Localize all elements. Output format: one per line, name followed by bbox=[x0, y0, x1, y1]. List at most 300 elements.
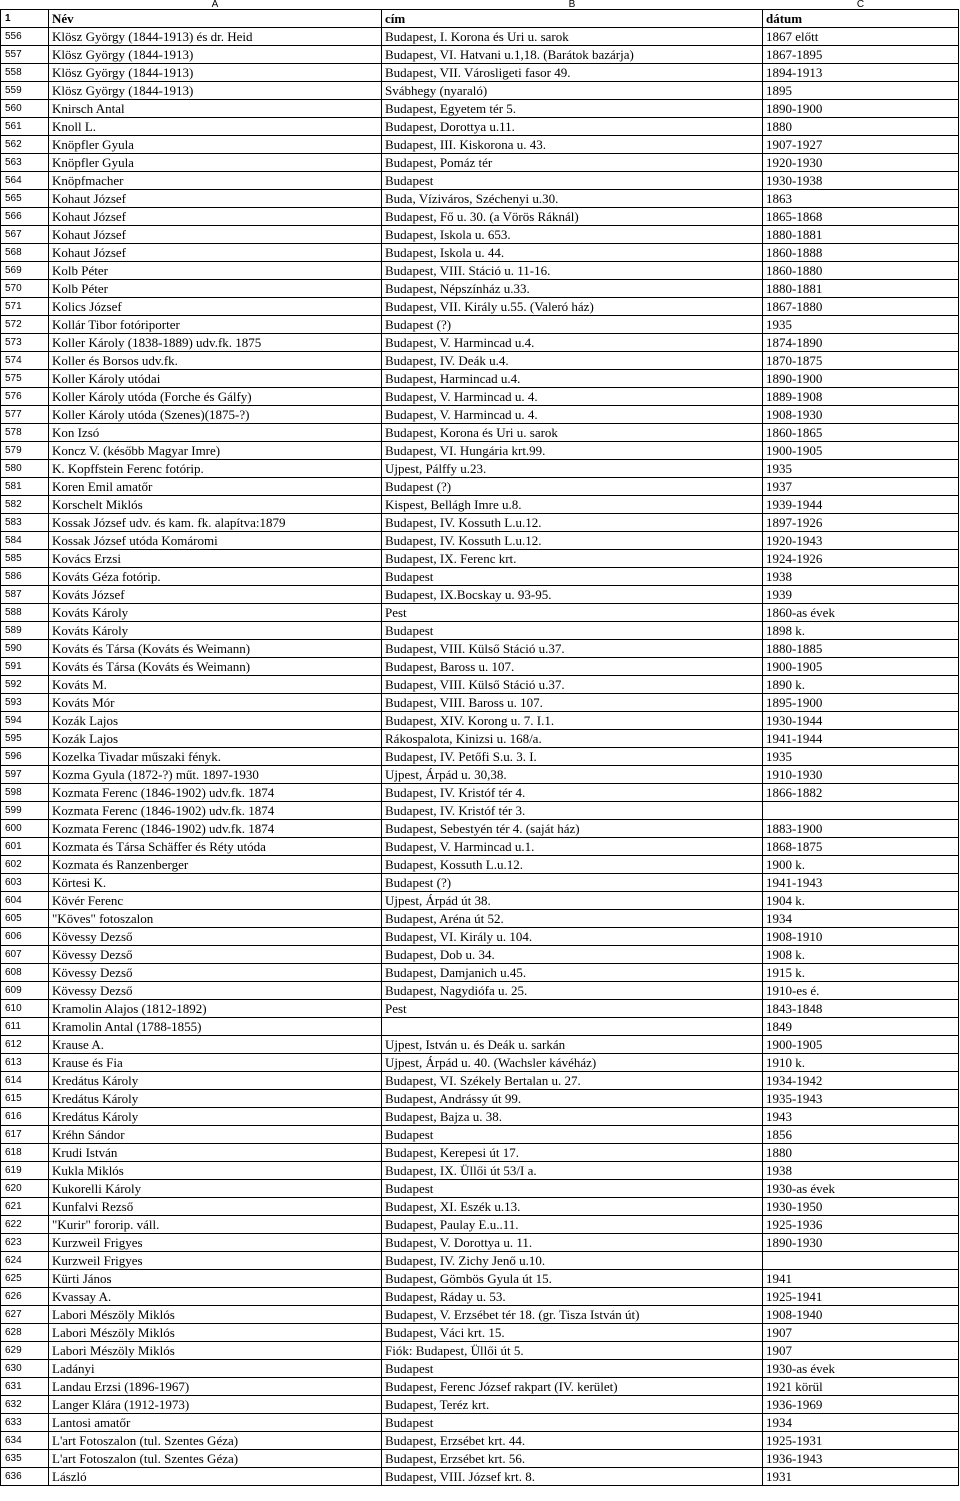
cell-name[interactable]: Kozmata és Társa Schäffer és Réty utóda bbox=[49, 838, 382, 856]
cell-name[interactable]: Knöpfler Gyula bbox=[49, 154, 382, 172]
cell-date[interactable]: 1935-1943 bbox=[763, 1090, 959, 1108]
cell-date[interactable]: 1900-1905 bbox=[763, 442, 959, 460]
row-number[interactable]: 610 bbox=[1, 1000, 49, 1018]
cell-name[interactable]: Labori Mészöly Miklós bbox=[49, 1342, 382, 1360]
row-number[interactable]: 620 bbox=[1, 1180, 49, 1198]
cell-address[interactable]: Budapest, IV. Kossuth L.u.12. bbox=[382, 514, 763, 532]
cell-date[interactable]: 1934-1942 bbox=[763, 1072, 959, 1090]
cell-address[interactable]: Budapest, Kerepesi út 17. bbox=[382, 1144, 763, 1162]
cell-name[interactable]: Kolb Péter bbox=[49, 280, 382, 298]
cell-address[interactable]: Budapest, VIII. Baross u. 107. bbox=[382, 694, 763, 712]
cell-date[interactable]: 1900-1905 bbox=[763, 658, 959, 676]
cell-address[interactable]: Budapest, IX. Ferenc krt. bbox=[382, 550, 763, 568]
cell-address[interactable]: Budapest, Kossuth L.u.12. bbox=[382, 856, 763, 874]
cell-address[interactable]: Budapest, V. Harmincad u.4. bbox=[382, 334, 763, 352]
row-number[interactable]: 587 bbox=[1, 586, 49, 604]
cell-address[interactable]: Budapest, Sebestyén tér 4. (saját ház) bbox=[382, 820, 763, 838]
cell-name[interactable]: Kozák Lajos bbox=[49, 730, 382, 748]
cell-date[interactable]: 1890-1900 bbox=[763, 100, 959, 118]
row-number[interactable]: 577 bbox=[1, 406, 49, 424]
cell-date[interactable]: 1930-as évek bbox=[763, 1360, 959, 1378]
row-number[interactable]: 629 bbox=[1, 1342, 49, 1360]
header-address[interactable]: cím bbox=[382, 10, 763, 28]
cell-name[interactable]: Kozmata Ferenc (1846-1902) udv.fk. 1874 bbox=[49, 820, 382, 838]
cell-address[interactable]: Budapest bbox=[382, 568, 763, 586]
row-number[interactable]: 608 bbox=[1, 964, 49, 982]
row-number[interactable]: 623 bbox=[1, 1234, 49, 1252]
cell-name[interactable]: Kövessy Dezső bbox=[49, 982, 382, 1000]
cell-name[interactable]: Kováts József bbox=[49, 586, 382, 604]
cell-name[interactable]: Kozmata és Ranzenberger bbox=[49, 856, 382, 874]
row-number[interactable]: 600 bbox=[1, 820, 49, 838]
cell-address[interactable]: Budapest, V. Harmincad u.1. bbox=[382, 838, 763, 856]
cell-address[interactable]: Budapest, Egyetem tér 5. bbox=[382, 100, 763, 118]
cell-date[interactable] bbox=[763, 1252, 959, 1270]
cell-address[interactable]: Budapest (?) bbox=[382, 316, 763, 334]
cell-date[interactable]: 1937 bbox=[763, 478, 959, 496]
cell-name[interactable]: Kohaut József bbox=[49, 244, 382, 262]
cell-address[interactable]: Budapest, VI. Hatvani u.1,18. (Barátok bazárja) bbox=[382, 46, 763, 64]
cell-name[interactable]: Kováts és Társa (Kováts és Weimann) bbox=[49, 640, 382, 658]
cell-date[interactable]: 1890 k. bbox=[763, 676, 959, 694]
cell-date[interactable]: 1939 bbox=[763, 586, 959, 604]
cell-date[interactable]: 1867 előtt bbox=[763, 28, 959, 46]
row-number[interactable]: 581 bbox=[1, 478, 49, 496]
cell-date[interactable]: 1843-1848 bbox=[763, 1000, 959, 1018]
cell-date[interactable]: 1915 k. bbox=[763, 964, 959, 982]
row-number[interactable]: 615 bbox=[1, 1090, 49, 1108]
cell-name[interactable]: Kozma Gyula (1872-?) műt. 1897-1930 bbox=[49, 766, 382, 784]
cell-date[interactable]: 1939-1944 bbox=[763, 496, 959, 514]
cell-name[interactable]: L'art Fotoszalon (tul. Szentes Géza) bbox=[49, 1432, 382, 1450]
column-letter-b[interactable]: B bbox=[382, 0, 763, 10]
cell-address[interactable]: Budapest, Bajza u. 38. bbox=[382, 1108, 763, 1126]
cell-date[interactable]: 1907 bbox=[763, 1342, 959, 1360]
cell-date[interactable]: 1860-as évek bbox=[763, 604, 959, 622]
cell-address[interactable]: Budapest, Fő u. 30. (a Vörös Ráknál) bbox=[382, 208, 763, 226]
row-number[interactable]: 602 bbox=[1, 856, 49, 874]
cell-date[interactable]: 1856 bbox=[763, 1126, 959, 1144]
row-number[interactable]: 556 bbox=[1, 28, 49, 46]
cell-date[interactable]: 1930-1944 bbox=[763, 712, 959, 730]
cell-date[interactable]: 1880 bbox=[763, 1144, 959, 1162]
row-number[interactable]: 573 bbox=[1, 334, 49, 352]
row-number[interactable]: 564 bbox=[1, 172, 49, 190]
cell-name[interactable]: Kréhn Sándor bbox=[49, 1126, 382, 1144]
cell-date[interactable]: 1934 bbox=[763, 1414, 959, 1432]
cell-name[interactable]: Kováts Károly bbox=[49, 604, 382, 622]
cell-date[interactable]: 1880-1881 bbox=[763, 280, 959, 298]
cell-address[interactable]: Budapest, Váci krt. 15. bbox=[382, 1324, 763, 1342]
cell-address[interactable] bbox=[382, 1018, 763, 1036]
cell-address[interactable]: Budapest, Iskola u. 653. bbox=[382, 226, 763, 244]
cell-date[interactable]: 1936-1943 bbox=[763, 1450, 959, 1468]
column-letter-c[interactable]: C bbox=[763, 0, 959, 10]
cell-name[interactable]: Kossak József utóda Komáromi bbox=[49, 532, 382, 550]
cell-address[interactable]: Budapest, Baross u. 107. bbox=[382, 658, 763, 676]
cell-address[interactable]: Budapest, VIII. József krt. 8. bbox=[382, 1468, 763, 1486]
row-number[interactable]: 570 bbox=[1, 280, 49, 298]
cell-date[interactable]: 1943 bbox=[763, 1108, 959, 1126]
cell-address[interactable]: Budapest, V. Harmincad u. 4. bbox=[382, 406, 763, 424]
cell-date[interactable]: 1898 k. bbox=[763, 622, 959, 640]
cell-date[interactable] bbox=[763, 802, 959, 820]
cell-address[interactable]: Budapest, VII. Városligeti fasor 49. bbox=[382, 64, 763, 82]
cell-name[interactable]: Knirsch Antal bbox=[49, 100, 382, 118]
row-number[interactable]: 568 bbox=[1, 244, 49, 262]
row-number[interactable]: 592 bbox=[1, 676, 49, 694]
row-number[interactable]: 622 bbox=[1, 1216, 49, 1234]
cell-address[interactable]: Ujpest, Pálffy u.23. bbox=[382, 460, 763, 478]
cell-date[interactable]: 1863 bbox=[763, 190, 959, 208]
cell-address[interactable]: Budapest bbox=[382, 1180, 763, 1198]
cell-name[interactable]: Kramolin Alajos (1812-1892) bbox=[49, 1000, 382, 1018]
cell-address[interactable]: Budapest, Harmincad u.4. bbox=[382, 370, 763, 388]
row-number[interactable]: 580 bbox=[1, 460, 49, 478]
cell-name[interactable]: Kozelka Tivadar műszaki fényk. bbox=[49, 748, 382, 766]
cell-address[interactable]: Budapest, III. Kiskorona u. 43. bbox=[382, 136, 763, 154]
row-number[interactable]: 576 bbox=[1, 388, 49, 406]
cell-name[interactable]: "Köves" fotoszalon bbox=[49, 910, 382, 928]
cell-name[interactable]: Krause A. bbox=[49, 1036, 382, 1054]
cell-date[interactable]: 1904 k. bbox=[763, 892, 959, 910]
row-number[interactable]: 595 bbox=[1, 730, 49, 748]
cell-address[interactable]: Fiók: Budapest, Üllői út 5. bbox=[382, 1342, 763, 1360]
cell-name[interactable]: Koller Károly utódai bbox=[49, 370, 382, 388]
column-letter-a[interactable]: A bbox=[49, 0, 382, 10]
cell-name[interactable]: Krause és Fia bbox=[49, 1054, 382, 1072]
row-number[interactable]: 575 bbox=[1, 370, 49, 388]
cell-address[interactable]: Budapest, Ráday u. 53. bbox=[382, 1288, 763, 1306]
cell-name[interactable]: Koller és Borsos udv.fk. bbox=[49, 352, 382, 370]
cell-address[interactable]: Budapest, XIV. Korong u. 7. I.1. bbox=[382, 712, 763, 730]
cell-name[interactable]: Kolics József bbox=[49, 298, 382, 316]
cell-date[interactable]: 1866-1882 bbox=[763, 784, 959, 802]
cell-date[interactable]: 1934 bbox=[763, 910, 959, 928]
cell-date[interactable]: 1867-1895 bbox=[763, 46, 959, 64]
cell-name[interactable]: Koller Károly utóda (Forche és Gálfy) bbox=[49, 388, 382, 406]
row-number[interactable]: 616 bbox=[1, 1108, 49, 1126]
cell-name[interactable]: Kürti János bbox=[49, 1270, 382, 1288]
cell-date[interactable]: 1890-1930 bbox=[763, 1234, 959, 1252]
row-number[interactable]: 557 bbox=[1, 46, 49, 64]
cell-name[interactable]: Kollár Tibor fotóriporter bbox=[49, 316, 382, 334]
cell-date[interactable]: 1910-1930 bbox=[763, 766, 959, 784]
row-number[interactable]: 632 bbox=[1, 1396, 49, 1414]
cell-address[interactable]: Budapest, VI. Hungária krt.99. bbox=[382, 442, 763, 460]
row-number[interactable]: 562 bbox=[1, 136, 49, 154]
cell-date[interactable]: 1920-1943 bbox=[763, 532, 959, 550]
row-number[interactable]: 565 bbox=[1, 190, 49, 208]
row-number[interactable]: 619 bbox=[1, 1162, 49, 1180]
cell-name[interactable]: Kövessy Dezső bbox=[49, 964, 382, 982]
cell-name[interactable]: Knöpfmacher bbox=[49, 172, 382, 190]
cell-address[interactable]: Budapest, IV. Zichy Jenő u.10. bbox=[382, 1252, 763, 1270]
cell-name[interactable]: Labori Mészöly Miklós bbox=[49, 1324, 382, 1342]
cell-name[interactable]: Kredátus Károly bbox=[49, 1090, 382, 1108]
cell-date[interactable]: 1935 bbox=[763, 316, 959, 334]
cell-name[interactable]: Kohaut József bbox=[49, 208, 382, 226]
cell-address[interactable]: Ujpest, István u. és Deák u. sarkán bbox=[382, 1036, 763, 1054]
cell-date[interactable]: 1874-1890 bbox=[763, 334, 959, 352]
cell-name[interactable]: Kováts M. bbox=[49, 676, 382, 694]
row-number[interactable]: 596 bbox=[1, 748, 49, 766]
cell-name[interactable]: Koncz V. (később Magyar Imre) bbox=[49, 442, 382, 460]
cell-date[interactable]: 1907-1927 bbox=[763, 136, 959, 154]
cell-name[interactable]: Kossak József udv. és kam. fk. alapítva:1879 bbox=[49, 514, 382, 532]
cell-date[interactable]: 1920-1930 bbox=[763, 154, 959, 172]
cell-date[interactable]: 1925-1931 bbox=[763, 1432, 959, 1450]
row-number[interactable]: 560 bbox=[1, 100, 49, 118]
cell-date[interactable]: 1930-1950 bbox=[763, 1198, 959, 1216]
cell-address[interactable]: Budapest, VII. Király u.55. (Valeró ház) bbox=[382, 298, 763, 316]
cell-date[interactable]: 1895 bbox=[763, 82, 959, 100]
cell-date[interactable]: 1880 bbox=[763, 118, 959, 136]
cell-date[interactable]: 1900 k. bbox=[763, 856, 959, 874]
cell-name[interactable]: Lantosi amatőr bbox=[49, 1414, 382, 1432]
cell-date[interactable]: 1921 körül bbox=[763, 1378, 959, 1396]
cell-date[interactable]: 1938 bbox=[763, 568, 959, 586]
row-number[interactable]: 609 bbox=[1, 982, 49, 1000]
cell-address[interactable]: Budapest, Paulay E.u..11. bbox=[382, 1216, 763, 1234]
cell-date[interactable]: 1936-1969 bbox=[763, 1396, 959, 1414]
cell-name[interactable]: "Kurir" fororip. váll. bbox=[49, 1216, 382, 1234]
row-number[interactable]: 635 bbox=[1, 1450, 49, 1468]
cell-name[interactable]: Kvassay A. bbox=[49, 1288, 382, 1306]
row-number[interactable]: 612 bbox=[1, 1036, 49, 1054]
header-date[interactable]: dátum bbox=[763, 10, 959, 28]
cell-address[interactable]: Budapest, Erzsébet krt. 44. bbox=[382, 1432, 763, 1450]
cell-name[interactable]: Korschelt Miklós bbox=[49, 496, 382, 514]
row-number[interactable]: 631 bbox=[1, 1378, 49, 1396]
cell-address[interactable]: Budapest, IV. Kristóf tér 3. bbox=[382, 802, 763, 820]
row-number[interactable]: 628 bbox=[1, 1324, 49, 1342]
cell-name[interactable]: Koller Károly (1838-1889) udv.fk. 1875 bbox=[49, 334, 382, 352]
cell-name[interactable]: Kukla Miklós bbox=[49, 1162, 382, 1180]
cell-address[interactable]: Buda, Víziváros, Széchenyi u.30. bbox=[382, 190, 763, 208]
cell-name[interactable]: Kováts és Társa (Kováts és Weimann) bbox=[49, 658, 382, 676]
cell-date[interactable]: 1870-1875 bbox=[763, 352, 959, 370]
cell-address[interactable]: Budapest, IV. Petőfi S.u. 3. I. bbox=[382, 748, 763, 766]
cell-name[interactable]: Kukorelli Károly bbox=[49, 1180, 382, 1198]
cell-name[interactable]: Klösz György (1844-1913) bbox=[49, 64, 382, 82]
cell-date[interactable]: 1908-1940 bbox=[763, 1306, 959, 1324]
cell-name[interactable]: Knöpfler Gyula bbox=[49, 136, 382, 154]
row-number[interactable]: 591 bbox=[1, 658, 49, 676]
cell-address[interactable]: Budapest, VI. Székely Bertalan u. 27. bbox=[382, 1072, 763, 1090]
cell-name[interactable]: Ladányi bbox=[49, 1360, 382, 1378]
cell-name[interactable]: Kozmata Ferenc (1846-1902) udv.fk. 1874 bbox=[49, 802, 382, 820]
row-number[interactable]: 604 bbox=[1, 892, 49, 910]
cell-name[interactable]: Kredátus Károly bbox=[49, 1072, 382, 1090]
cell-date[interactable]: 1908-1910 bbox=[763, 928, 959, 946]
cell-name[interactable]: Langer Klára (1912-1973) bbox=[49, 1396, 382, 1414]
cell-address[interactable]: Budapest, Ferenc József rakpart (IV. kerület) bbox=[382, 1378, 763, 1396]
row-number[interactable]: 618 bbox=[1, 1144, 49, 1162]
cell-address[interactable]: Rákospalota, Kinizsi u. 168/a. bbox=[382, 730, 763, 748]
cell-date[interactable]: 1900-1905 bbox=[763, 1036, 959, 1054]
row-number[interactable]: 630 bbox=[1, 1360, 49, 1378]
row-number[interactable]: 567 bbox=[1, 226, 49, 244]
cell-address[interactable]: Budapest, V. Harmincad u. 4. bbox=[382, 388, 763, 406]
cell-name[interactable]: Kövessy Dezső bbox=[49, 928, 382, 946]
row-number[interactable]: 599 bbox=[1, 802, 49, 820]
cell-name[interactable]: Klösz György (1844-1913) bbox=[49, 82, 382, 100]
cell-date[interactable]: 1935 bbox=[763, 460, 959, 478]
cell-address[interactable]: Budapest, Teréz krt. bbox=[382, 1396, 763, 1414]
cell-name[interactable]: Klösz György (1844-1913) és dr. Heid bbox=[49, 28, 382, 46]
row-number[interactable]: 585 bbox=[1, 550, 49, 568]
cell-address[interactable]: Pest bbox=[382, 1000, 763, 1018]
cell-date[interactable]: 1941 bbox=[763, 1270, 959, 1288]
cell-name[interactable]: Kredátus Károly bbox=[49, 1108, 382, 1126]
cell-name[interactable]: Kovács Erzsi bbox=[49, 550, 382, 568]
cell-date[interactable]: 1925-1936 bbox=[763, 1216, 959, 1234]
row-number[interactable]: 590 bbox=[1, 640, 49, 658]
cell-name[interactable]: Kurzweil Frigyes bbox=[49, 1234, 382, 1252]
row-number[interactable]: 579 bbox=[1, 442, 49, 460]
cell-date[interactable]: 1907 bbox=[763, 1324, 959, 1342]
row-number[interactable]: 606 bbox=[1, 928, 49, 946]
cell-address[interactable]: Budapest, VIII. Külső Stáció u.37. bbox=[382, 676, 763, 694]
cell-address[interactable]: Ujpest, Árpád u. 30,38. bbox=[382, 766, 763, 784]
row-number[interactable]: 611 bbox=[1, 1018, 49, 1036]
cell-address[interactable]: Budapest, Damjanich u.45. bbox=[382, 964, 763, 982]
row-number[interactable]: 624 bbox=[1, 1252, 49, 1270]
cell-address[interactable]: Budapest, Dob u. 34. bbox=[382, 946, 763, 964]
cell-name[interactable]: Landau Erzsi (1896-1967) bbox=[49, 1378, 382, 1396]
cell-address[interactable]: Budapest bbox=[382, 172, 763, 190]
cell-name[interactable]: Kon Izsó bbox=[49, 424, 382, 442]
row-number[interactable]: 561 bbox=[1, 118, 49, 136]
cell-name[interactable]: Koller Károly utóda (Szenes)(1875-?) bbox=[49, 406, 382, 424]
row-number[interactable]: 584 bbox=[1, 532, 49, 550]
row-number[interactable]: 634 bbox=[1, 1432, 49, 1450]
row-number[interactable]: 597 bbox=[1, 766, 49, 784]
cell-address[interactable]: Svábhegy (nyaraló) bbox=[382, 82, 763, 100]
cell-address[interactable]: Budapest, Korona és Uri u. sarok bbox=[382, 424, 763, 442]
cell-name[interactable]: Koren Emil amatőr bbox=[49, 478, 382, 496]
cell-name[interactable]: K. Kopffstein Ferenc fotórip. bbox=[49, 460, 382, 478]
row-number[interactable]: 588 bbox=[1, 604, 49, 622]
cell-date[interactable]: 1910 k. bbox=[763, 1054, 959, 1072]
cell-date[interactable]: 1924-1926 bbox=[763, 550, 959, 568]
cell-name[interactable]: Kozmata Ferenc (1846-1902) udv.fk. 1874 bbox=[49, 784, 382, 802]
cell-name[interactable]: Kováts Géza fotórip. bbox=[49, 568, 382, 586]
cell-name[interactable]: Kohaut József bbox=[49, 190, 382, 208]
cell-address[interactable]: Budapest, VIII. Külső Stáció u.37. bbox=[382, 640, 763, 658]
cell-name[interactable]: László bbox=[49, 1468, 382, 1486]
cell-date[interactable]: 1868-1875 bbox=[763, 838, 959, 856]
row-number[interactable]: 586 bbox=[1, 568, 49, 586]
row-number[interactable]: 559 bbox=[1, 82, 49, 100]
cell-date[interactable]: 1930-as évek bbox=[763, 1180, 959, 1198]
cell-date[interactable]: 1910-es é. bbox=[763, 982, 959, 1000]
cell-address[interactable]: Budapest, XI. Eszék u.13. bbox=[382, 1198, 763, 1216]
cell-date[interactable]: 1890-1900 bbox=[763, 370, 959, 388]
cell-name[interactable]: Klösz György (1844-1913) bbox=[49, 46, 382, 64]
cell-name[interactable]: Kováts Mór bbox=[49, 694, 382, 712]
cell-name[interactable]: L'art Fotoszalon (tul. Szentes Géza) bbox=[49, 1450, 382, 1468]
cell-date[interactable]: 1860-1888 bbox=[763, 244, 959, 262]
cell-date[interactable]: 1889-1908 bbox=[763, 388, 959, 406]
cell-address[interactable]: Budapest bbox=[382, 1360, 763, 1378]
cell-name[interactable]: Kramolin Antal (1788-1855) bbox=[49, 1018, 382, 1036]
cell-name[interactable]: Kozák Lajos bbox=[49, 712, 382, 730]
cell-name[interactable]: Krudi István bbox=[49, 1144, 382, 1162]
cell-name[interactable]: Knoll L. bbox=[49, 118, 382, 136]
row-number[interactable]: 571 bbox=[1, 298, 49, 316]
cell-date[interactable]: 1931 bbox=[763, 1468, 959, 1486]
row-number[interactable]: 563 bbox=[1, 154, 49, 172]
cell-address[interactable]: Ujpest, Árpád u. 40. (Wachsler kávéház) bbox=[382, 1054, 763, 1072]
cell-address[interactable]: Budapest bbox=[382, 1414, 763, 1432]
cell-date[interactable]: 1938 bbox=[763, 1162, 959, 1180]
row-number[interactable]: 636 bbox=[1, 1468, 49, 1486]
row-number[interactable]: 578 bbox=[1, 424, 49, 442]
cell-date[interactable]: 1894-1913 bbox=[763, 64, 959, 82]
cell-date[interactable]: 1908-1930 bbox=[763, 406, 959, 424]
row-number[interactable]: 627 bbox=[1, 1306, 49, 1324]
cell-name[interactable]: Labori Mészöly Miklós bbox=[49, 1306, 382, 1324]
cell-address[interactable]: Budapest, Erzsébet krt. 56. bbox=[382, 1450, 763, 1468]
cell-date[interactable]: 1883-1900 bbox=[763, 820, 959, 838]
cell-date[interactable]: 1880-1881 bbox=[763, 226, 959, 244]
cell-address[interactable]: Budapest, Pomáz tér bbox=[382, 154, 763, 172]
cell-name[interactable]: Kövér Ferenc bbox=[49, 892, 382, 910]
cell-date[interactable]: 1897-1926 bbox=[763, 514, 959, 532]
row-number[interactable]: 582 bbox=[1, 496, 49, 514]
row-number[interactable]: 614 bbox=[1, 1072, 49, 1090]
cell-name[interactable]: Kunfalvi Rezső bbox=[49, 1198, 382, 1216]
cell-date[interactable]: 1941-1944 bbox=[763, 730, 959, 748]
header-name[interactable]: Név bbox=[49, 10, 382, 28]
row-number[interactable]: 572 bbox=[1, 316, 49, 334]
row-number[interactable]: 583 bbox=[1, 514, 49, 532]
row-number[interactable]: 607 bbox=[1, 946, 49, 964]
row-number[interactable]: 633 bbox=[1, 1414, 49, 1432]
row-number[interactable]: 1 bbox=[1, 10, 49, 28]
cell-address[interactable]: Budapest (?) bbox=[382, 478, 763, 496]
row-number[interactable]: 569 bbox=[1, 262, 49, 280]
row-number[interactable]: 605 bbox=[1, 910, 49, 928]
cell-name[interactable]: Kohaut József bbox=[49, 226, 382, 244]
cell-address[interactable]: Budapest, Iskola u. 44. bbox=[382, 244, 763, 262]
cell-date[interactable]: 1930-1938 bbox=[763, 172, 959, 190]
row-number[interactable]: 625 bbox=[1, 1270, 49, 1288]
cell-date[interactable]: 1865-1868 bbox=[763, 208, 959, 226]
cell-name[interactable]: Körtesi K. bbox=[49, 874, 382, 892]
cell-address[interactable]: Budapest, IV. Deák u.4. bbox=[382, 352, 763, 370]
cell-address[interactable]: Budapest, VI. Király u. 104. bbox=[382, 928, 763, 946]
cell-name[interactable]: Kurzweil Frigyes bbox=[49, 1252, 382, 1270]
cell-address[interactable]: Budapest, VIII. Stáció u. 11-16. bbox=[382, 262, 763, 280]
cell-date[interactable]: 1941-1943 bbox=[763, 874, 959, 892]
cell-address[interactable]: Budapest bbox=[382, 622, 763, 640]
cell-date[interactable]: 1867-1880 bbox=[763, 298, 959, 316]
row-number[interactable]: 626 bbox=[1, 1288, 49, 1306]
row-number[interactable]: 598 bbox=[1, 784, 49, 802]
cell-date[interactable]: 1849 bbox=[763, 1018, 959, 1036]
cell-address[interactable]: Budapest, V. Erzsébet tér 18. (gr. Tisza István út) bbox=[382, 1306, 763, 1324]
row-number[interactable]: 617 bbox=[1, 1126, 49, 1144]
cell-address[interactable]: Budapest, Dorottya u.11. bbox=[382, 118, 763, 136]
row-number[interactable]: 601 bbox=[1, 838, 49, 856]
cell-address[interactable]: Budapest, IX. Üllői út 53/I a. bbox=[382, 1162, 763, 1180]
row-number[interactable]: 593 bbox=[1, 694, 49, 712]
cell-address[interactable]: Budapest, Népszínház u.33. bbox=[382, 280, 763, 298]
row-number[interactable]: 574 bbox=[1, 352, 49, 370]
